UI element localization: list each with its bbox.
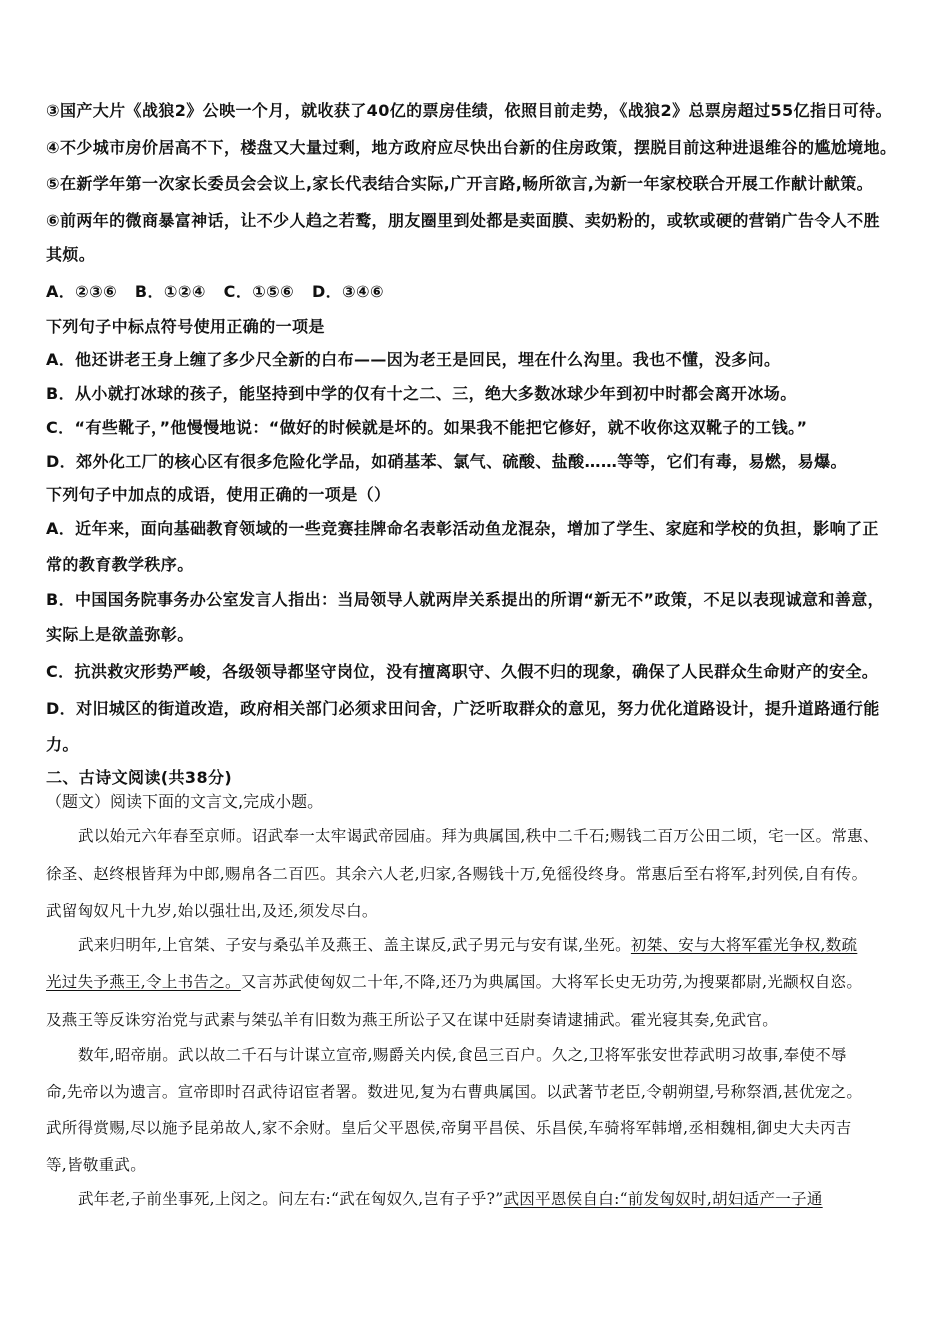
q3-option-a-line1: A．近年来，面向基础教育领域的一些竞赛挂牌命名表彰活动鱼龙混杂，增加了学生、家庭和学校的负担，影响了正 bbox=[46, 519, 879, 538]
q3-option-a-line2: 常的教育教学秩序。 bbox=[46, 555, 194, 574]
q2-option-d: D．郊外化工厂的核心区有很多危险化学品，如硝基苯、氯气、硫酸、盐酸……等等，它们有毒，易燃，易爆。 bbox=[46, 452, 847, 471]
passage-p4-line1 bbox=[78, 1189, 823, 1209]
underlined-sentence-cont: 光过失予燕王,令上书告之。 bbox=[46, 973, 241, 991]
reading-intro: （题文）阅读下面的文言文,完成小题。 bbox=[46, 792, 324, 811]
passage-p1-line2: 徐圣、赵终根皆拜为中郎,赐帛各二百匹。其余六人老,归家,各赐钱十万,免徭役终身。常惠后至右将军,封列侯,自有传。 bbox=[46, 865, 868, 883]
q3-option-d-line2: 力。 bbox=[46, 735, 79, 754]
q3-option-b-line2: 实际上是欲盖弥彰。 bbox=[46, 625, 194, 644]
q3-option-b-line1: B．中国国务院事务办公室发言人指出：当局领导人就两岸关系提出的所谓“新无不”政策，不足以表现诚意和善意， bbox=[46, 590, 885, 609]
passage-p2-line2 bbox=[46, 972, 862, 992]
passage-p2-line3: 及燕王等反诛穷治党与武素与桀弘羊有旧数为燕王所讼子又在谋中廷尉奏请逮捕武。霍光寝其奏,免武官。 bbox=[46, 1011, 779, 1029]
passage-p3-line3: 武所得赏赐,尽以施予昆弟故人,家不余财。皇后父平恩侯,帝舅平昌侯、乐昌侯,车骑将军韩增,丞相魏相,御史大夫丙吉 bbox=[46, 1119, 852, 1137]
q2-stem: 下列句子中标点符号使用正确的一项是 bbox=[46, 317, 325, 336]
q2-option-c: C．“有些靴子，”他慢慢地说：“做好的时候就是坏的。如果我不能把它修好，就不收你这双靴子的工钱。” bbox=[46, 418, 808, 437]
passage-p3-line4: 等,皆敬重武。 bbox=[46, 1156, 147, 1174]
q2-option-a: A．他还讲老王身上缠了多少尺全新的白布——因为老王是回民，埋在什么沟里。我也不懂，没多问。 bbox=[46, 350, 781, 369]
passage-p3-line2: 命,先帝以为遗言。宣帝即时召武待诏宦者署。数进见,复为右曹典属国。以武著节老臣,令朝朔望,号称祭酒,甚优宠之。 bbox=[46, 1083, 863, 1101]
sentence-6-line1: ⑥前两年的微商暴富神话，让不少人趋之若鹜，朋友圈里到处都是卖面膜、卖奶粉的，或软或硬的营销广告令人不胜 bbox=[46, 211, 880, 230]
sentence-5: ⑤在新学年第一次家长委员会会议上,家长代表结合实际,广开言路,畅所欲言,为新一年家校联合开展工作献计献策。 bbox=[46, 174, 874, 193]
passage-p1-line1: 武以始元六年春至京师。诏武奉一太牢谒武帝园庙。拜为典属国,秩中二千石;赐钱二百万公田二顷，宅一区。常惠、 bbox=[78, 827, 879, 845]
sentence-3: ③国产大片《战狼2》公映一个月，就收获了40亿的票房佳绩，依照目前走势，《战狼2》总票房超过55亿指日可待。 bbox=[46, 101, 892, 120]
q3-stem: 下列句子中加点的成语，使用正确的一项是（） bbox=[46, 485, 391, 504]
q1-options: A．②③⑥ B．①②④ C．①⑤⑥ D．③④⑥ bbox=[46, 282, 384, 301]
sentence-4: ④不少城市房价居高不下，楼盘又大量过剩，地方政府应尽快出台新的住房政策，摆脱目前这种进退维谷的尴尬境地。 bbox=[46, 138, 897, 157]
underlined-sentence: 初桀、安与大将军霍光争权,数疏 bbox=[630, 936, 858, 954]
section-heading: 二、古诗文阅读(共38分) bbox=[46, 768, 233, 787]
q3-option-c: C．抗洪救灾形势严峻，各级领导都坚守岗位，没有擅离职守、久假不归的现象，确保了人民群众生命财产的安全。 bbox=[46, 662, 879, 681]
passage-p1-line3: 武留匈奴凡十九岁,始以强壮出,及还,须发尽白。 bbox=[46, 902, 378, 920]
q2-option-b: B．从小就打冰球的孩子，能坚持到中学的仅有十之二、三，绝大多数冰球少年到初中时都会离开冰场。 bbox=[46, 384, 797, 403]
passage-p2-text: 武来归明年,上官桀、子安与桑弘羊及燕王、盖主谋反,武子男元与安有谋,坐死。 bbox=[78, 936, 631, 954]
passage-p2-line1 bbox=[78, 935, 857, 955]
q3-option-d-line1: D．对旧城区的街道改造，政府相关部门必须求田问舍，广泛听取群众的意见，努力优化道路设计，提升道路通行能 bbox=[46, 699, 880, 718]
passage-p2-text-cont: 又言苏武使匈奴二十年,不降,还乃为典属国。大将军长史无功劳,为搜粟都尉,光颛权自恣。 bbox=[240, 973, 863, 991]
underlined-sentence-2: 武因平恩侯自白:“前发匈奴时,胡妇适产一子通 bbox=[503, 1190, 823, 1208]
passage-p3-line1: 数年,昭帝崩。武以故二千石与计谋立宣帝,赐爵关内侯,食邑三百户。久之,卫将军张安世荐武明习故事,奉使不辱 bbox=[78, 1046, 847, 1064]
sentence-6-line2: 其烦。 bbox=[46, 245, 96, 264]
passage-p4-text: 武年老,子前坐事死,上闵之。问左右:“武在匈奴久,岂有子乎?” bbox=[78, 1190, 504, 1208]
